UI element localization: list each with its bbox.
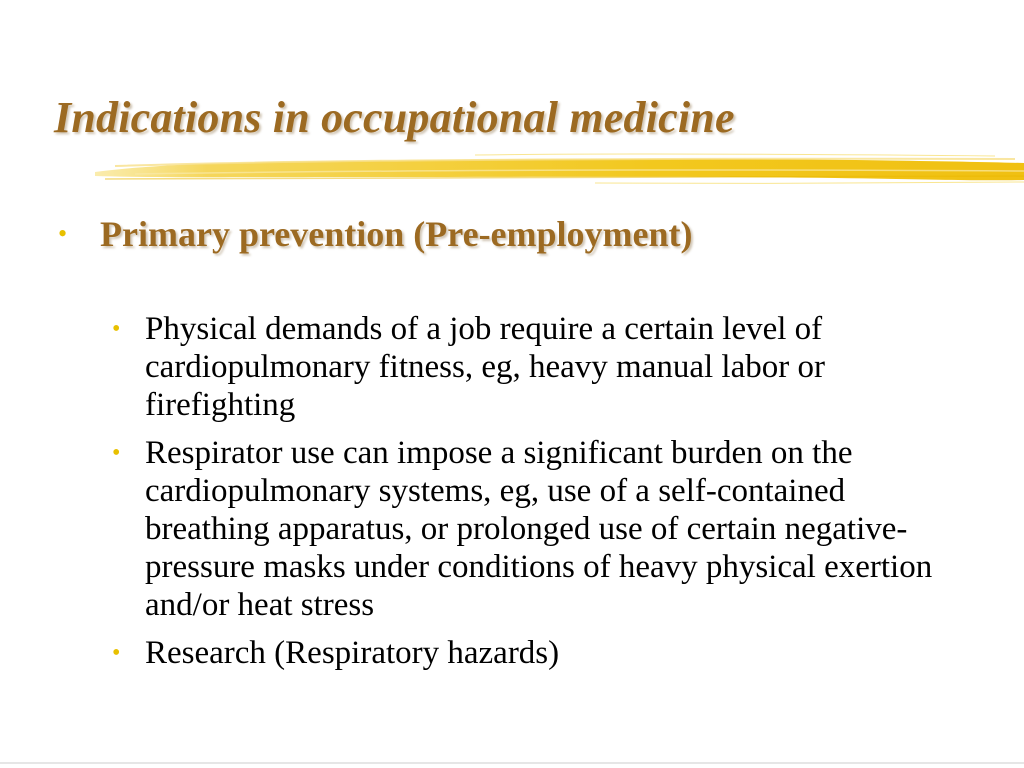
list-item [112,434,962,624]
bullet-marker: • [112,440,121,466]
bullet-marker: • [112,640,121,666]
list-item [112,310,962,424]
bullet-marker: • [58,219,68,248]
list-item-text: Respirator use can impose a significant burden on the cardiopulmonary systems, eg, use of a self-contained breathing apparatus, or prolonged use of certain negative-pressure masks under conditions of heavy physical exertion and/or heat stress [145,435,933,623]
list-item [112,634,962,672]
bullet-marker: • [112,316,121,342]
indications-list [112,310,962,682]
slide-title: Indications in occupational medicine [54,93,735,142]
list-item-text: Research (Respiratory hazards) [145,635,560,671]
title-underline-brushstroke [95,150,1024,188]
heading-text: Primary prevention (Pre-employment) [100,214,693,254]
list-item-text: Physical demands of a job require a certain level of cardiopulmonary fitness, eg, heavy manual labor or firefighting [145,311,825,423]
primary-prevention-heading [58,212,693,256]
slide-bottom-divider [0,762,1024,764]
